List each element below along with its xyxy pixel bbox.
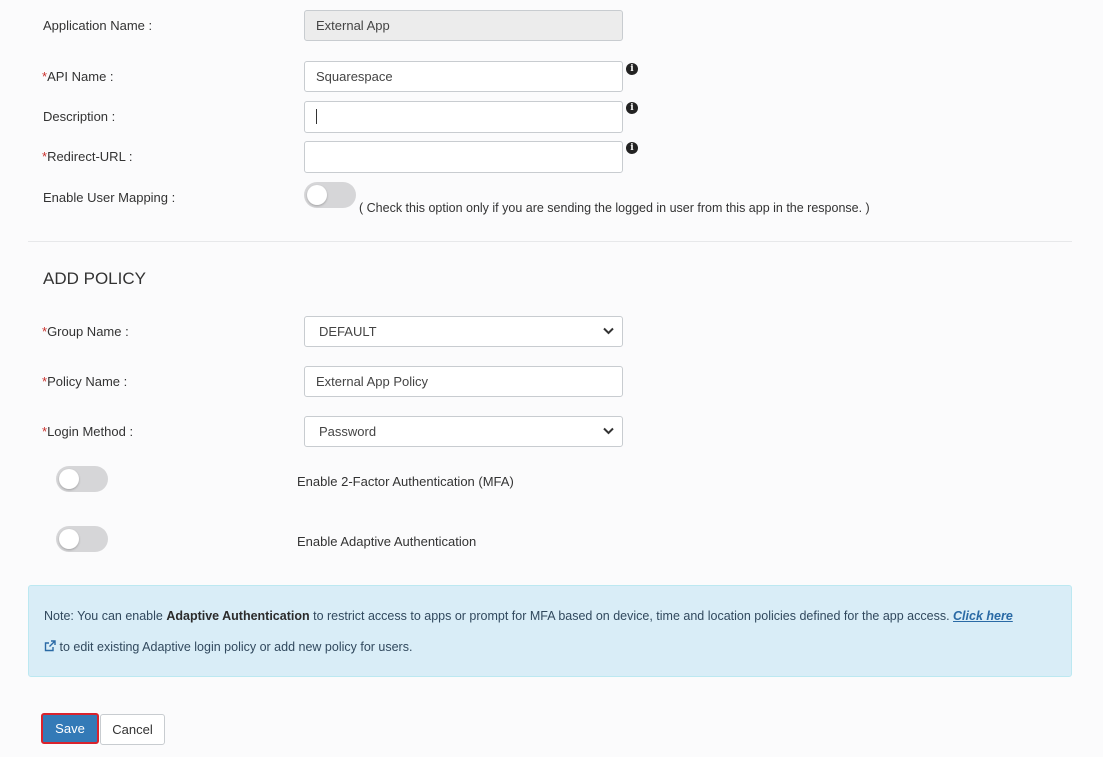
note-suffix: to edit existing Adaptive login policy or add new policy for users. <box>56 640 413 654</box>
required-asterisk: * <box>42 69 48 84</box>
info-icon[interactable]: i <box>626 63 638 75</box>
external-link-icon[interactable] <box>44 640 56 652</box>
api-name-label-text: API Name : <box>47 69 114 84</box>
note-middle: to restrict access to apps or prompt for MFA based on device, time and location policies defined for the app access. <box>309 609 954 623</box>
mfa-toggle[interactable] <box>56 466 108 492</box>
description-label: Description : <box>43 109 116 124</box>
toggle-knob <box>307 185 327 205</box>
add-policy-title: ADD POLICY <box>43 269 146 288</box>
note-line-1 <box>44 609 1013 623</box>
toggle-knob <box>59 469 79 489</box>
toggle-knob <box>59 529 79 549</box>
text-cursor <box>316 109 317 124</box>
chevron-down-icon <box>603 427 614 435</box>
api-name-input[interactable]: Squarespace <box>304 61 623 92</box>
cancel-button[interactable]: Cancel <box>100 714 165 745</box>
group-name-selected: DEFAULT <box>319 324 377 339</box>
mfa-label: Enable 2-Factor Authentication (MFA) <box>297 474 514 489</box>
required-asterisk: * <box>42 374 48 389</box>
policy-name-label-text: Policy Name : <box>47 374 128 389</box>
click-here-link[interactable]: Click here <box>953 609 1013 623</box>
note-bold: Adaptive Authentication <box>166 609 310 623</box>
login-method-select[interactable] <box>304 416 623 447</box>
required-asterisk: * <box>42 324 48 339</box>
save-button[interactable]: Save <box>41 713 99 744</box>
application-name-field: External App <box>304 10 623 41</box>
info-icon[interactable]: i <box>626 102 638 114</box>
application-name-label: Application Name : <box>43 18 153 33</box>
info-icon[interactable]: i <box>626 142 638 154</box>
required-asterisk: * <box>42 424 48 439</box>
group-name-label-text: Group Name : <box>47 324 129 339</box>
group-name-label <box>42 324 129 339</box>
required-asterisk: * <box>42 149 48 164</box>
login-method-label <box>42 424 133 439</box>
group-name-select[interactable] <box>304 316 623 347</box>
adaptive-note-box <box>28 585 1072 677</box>
note-prefix: Note: You can enable <box>44 609 167 623</box>
description-input[interactable] <box>304 101 623 133</box>
adaptive-auth-label: Enable Adaptive Authentication <box>297 534 477 549</box>
user-mapping-toggle[interactable] <box>304 182 356 208</box>
api-name-label <box>42 69 114 84</box>
user-mapping-label: Enable User Mapping : <box>43 190 176 205</box>
login-method-label-text: Login Method : <box>47 424 134 439</box>
note-line-2 <box>44 640 412 654</box>
redirect-url-label-text: Redirect-URL : <box>47 149 133 164</box>
adaptive-auth-toggle[interactable] <box>56 526 108 552</box>
redirect-url-input[interactable] <box>304 141 623 173</box>
login-method-selected: Password <box>319 424 377 439</box>
chevron-down-icon <box>603 327 614 335</box>
section-divider <box>28 241 1072 242</box>
policy-name-input[interactable]: External App Policy <box>304 366 623 397</box>
user-mapping-hint: ( Check this option only if you are sending the logged in user from this app in the response. ) <box>359 201 870 215</box>
policy-name-label <box>42 374 127 389</box>
redirect-url-label <box>42 149 133 164</box>
